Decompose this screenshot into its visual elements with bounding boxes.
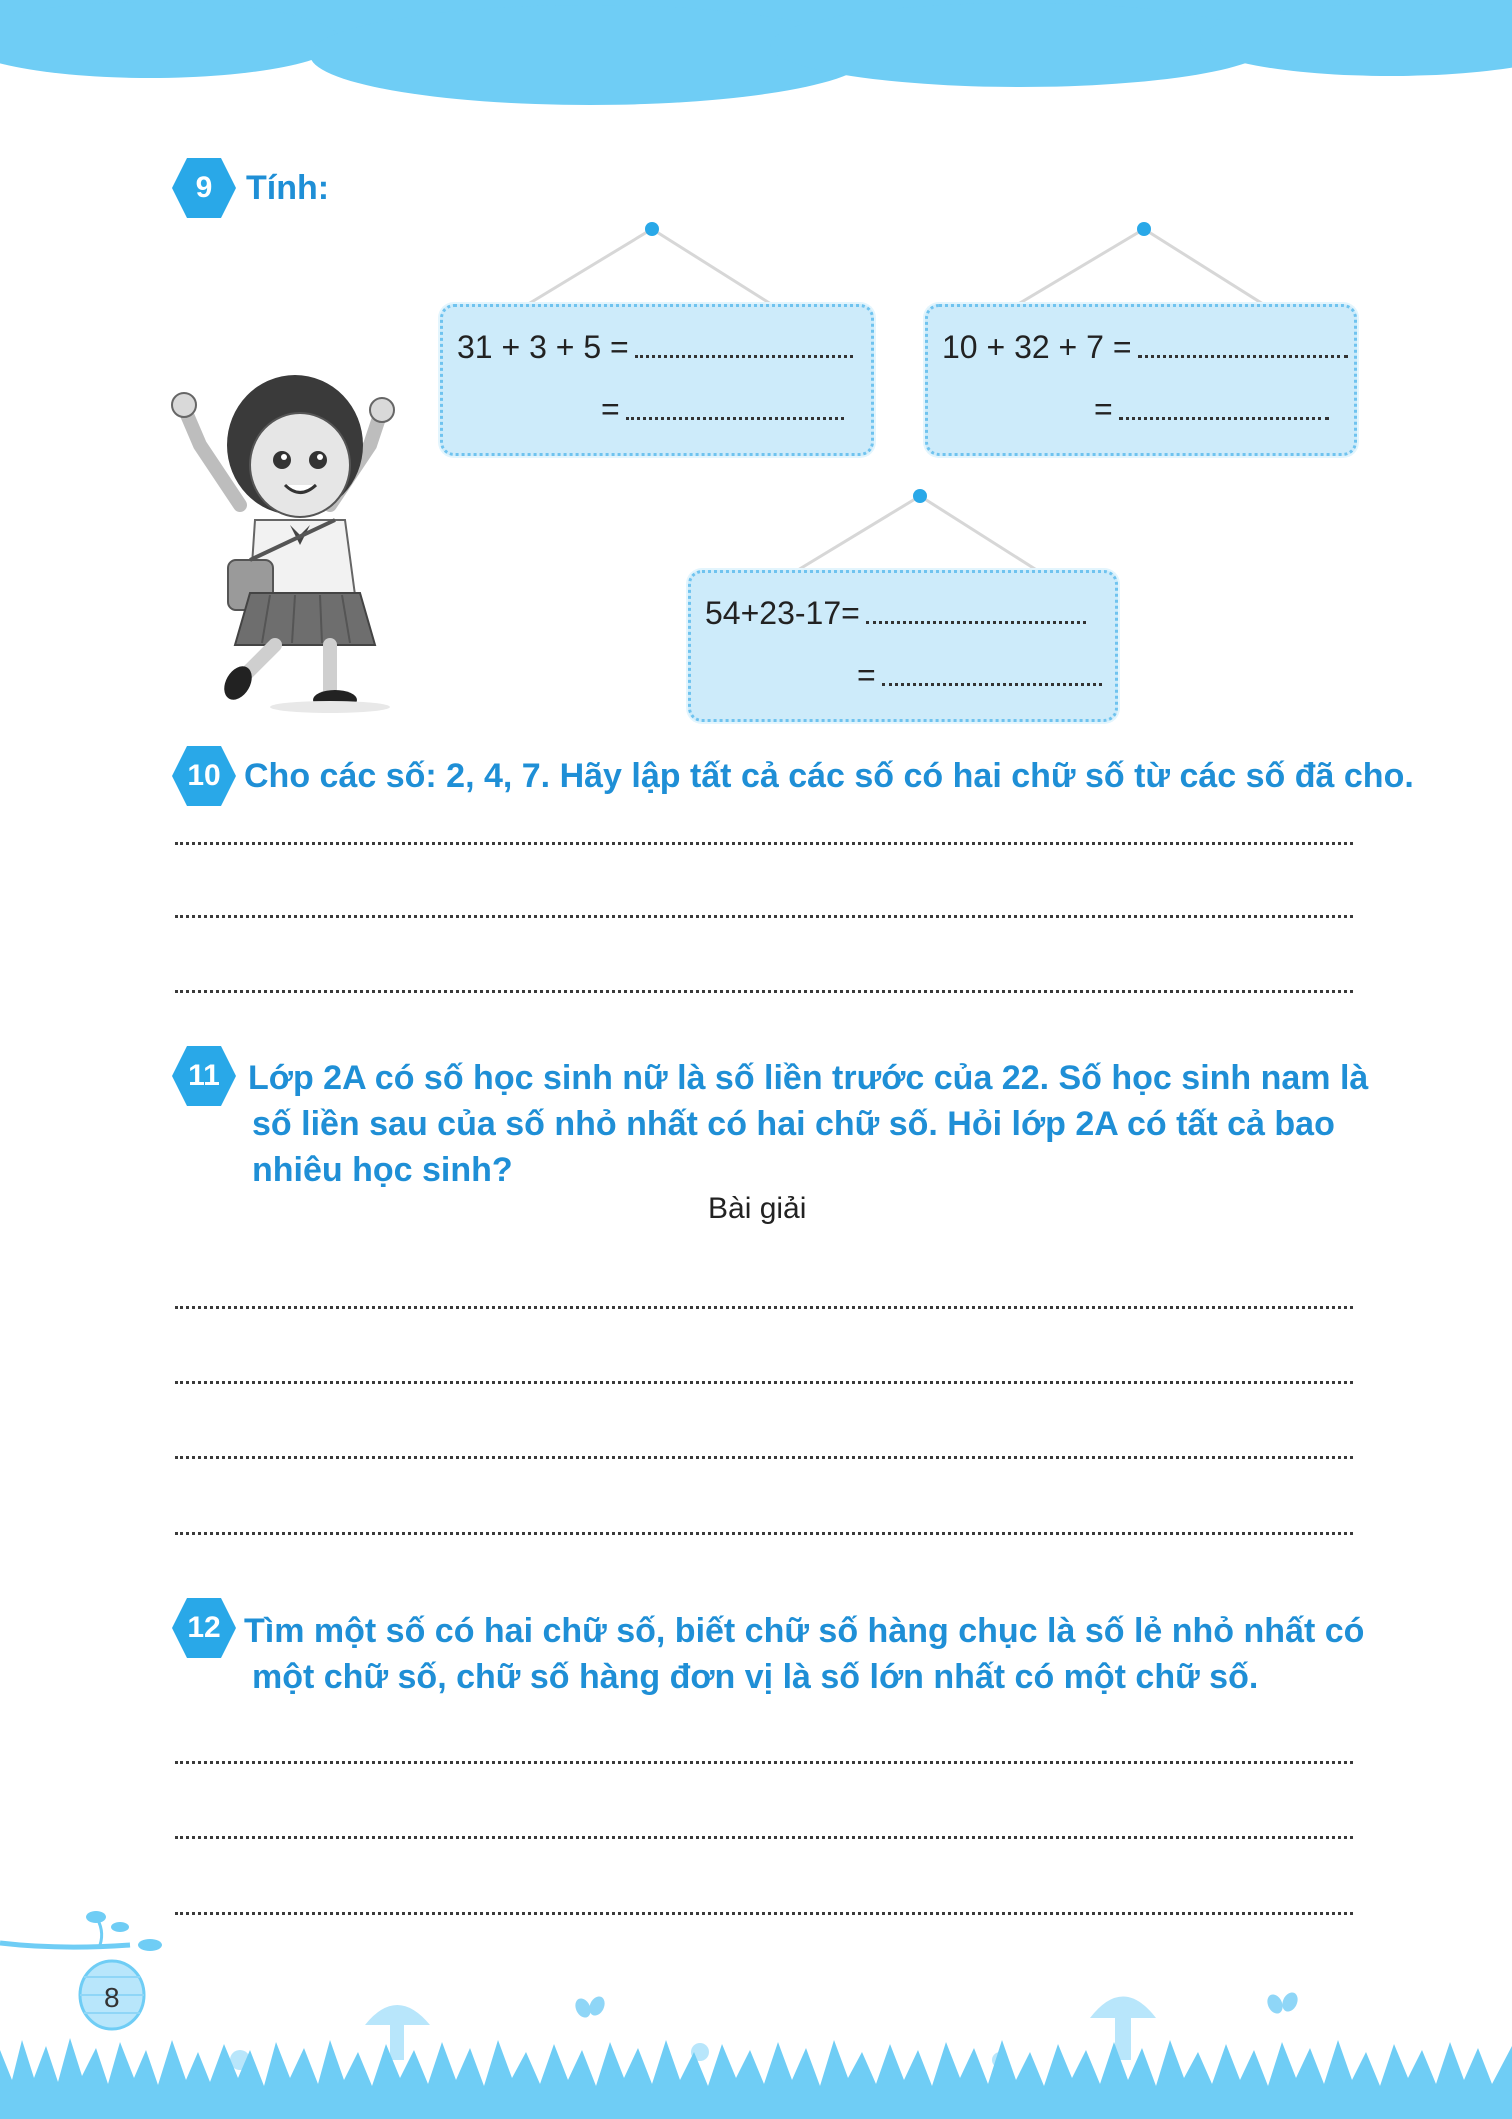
question-11-line-1: Lớp 2A có số học sinh nữ là số liền trước của 22. Số học sinh nam là <box>248 1059 1369 1097</box>
question-11-line-2: số liền sau của số nhỏ nhất có hai chữ số. Hỏi lớp 2A có tất cả bao <box>252 1105 1335 1143</box>
answer-line[interactable] <box>175 915 1353 918</box>
calc-card-2-answer-2[interactable] <box>1119 393 1329 420</box>
answer-line[interactable] <box>175 1761 1353 1764</box>
butterfly-icon <box>572 1990 1300 2020</box>
calc-card-3-answer-2[interactable] <box>882 659 1102 686</box>
calc-card-3-answer-1[interactable] <box>866 597 1086 624</box>
calc-card-3-equals: = <box>857 657 876 693</box>
answer-line[interactable] <box>175 1912 1353 1915</box>
question-10-number: 10 <box>187 759 221 792</box>
calc-card-3-expression: 54+23-17= <box>705 595 860 631</box>
question-11-badge <box>170 1042 238 1110</box>
answer-line[interactable] <box>175 1306 1353 1309</box>
question-11-number: 11 <box>188 1059 220 1092</box>
calc-card-1-answer-2[interactable] <box>626 393 844 420</box>
calc-card-2-answer-1[interactable] <box>1138 331 1348 358</box>
question-12-number: 12 <box>187 1611 221 1644</box>
answer-line[interactable] <box>175 1836 1353 1839</box>
calc-card-2-expression: 10 + 32 + 7 = <box>942 329 1132 365</box>
calc-card-1-equals: = <box>601 391 620 427</box>
calc-card-1 <box>440 304 874 456</box>
answer-line[interactable] <box>175 1532 1353 1535</box>
page-number: 8 <box>104 1982 120 2013</box>
answer-line[interactable] <box>175 1381 1353 1384</box>
question-12-line-2: một chữ số, chữ số hàng đơn vị là số lớn nhất có một chữ số. <box>252 1658 1259 1696</box>
question-9-number: 9 <box>195 171 213 204</box>
question-12-badge <box>170 1594 238 1662</box>
answer-line[interactable] <box>175 842 1353 845</box>
question-10-text: Cho các số: 2, 4, 7. Hãy lập tất cả các số có hai chữ số từ các số đã cho. <box>244 757 1414 795</box>
question-10-badge <box>170 742 238 810</box>
question-12-line-1: Tìm một số có hai chữ số, biết chữ số hàng chục là số lẻ nhỏ nhất có <box>244 1612 1365 1650</box>
grass-border <box>0 1990 1512 2119</box>
calc-card-2-equals: = <box>1094 391 1113 427</box>
question-11-line-3: nhiêu học sinh? <box>252 1151 513 1189</box>
question-9-title: Tính: <box>246 169 330 207</box>
solution-heading: Bài giải <box>708 1192 807 1225</box>
answer-line[interactable] <box>175 1456 1353 1459</box>
calc-card-2 <box>925 304 1357 456</box>
calc-card-1-expression: 31 + 3 + 5 = <box>457 329 629 365</box>
girl-illustration <box>170 355 410 715</box>
answer-line[interactable] <box>175 990 1353 993</box>
calc-card-1-answer-1[interactable] <box>635 331 853 358</box>
calc-card-3 <box>688 570 1118 722</box>
